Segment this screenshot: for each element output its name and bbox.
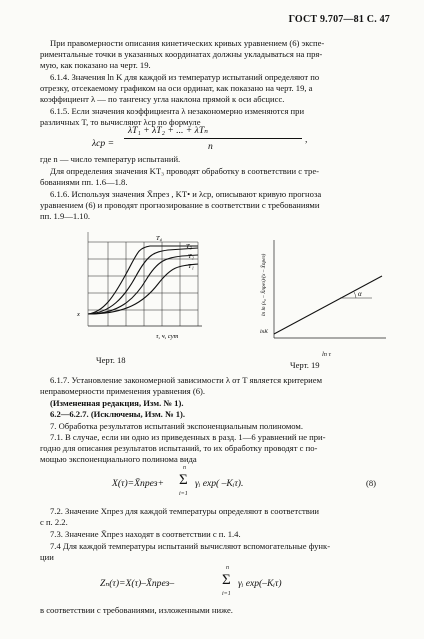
fig18-label-t2: T₂ bbox=[188, 253, 194, 260]
formula8-lhs: X(τ)=X̄през+ bbox=[112, 478, 164, 489]
p74-line2: ции bbox=[40, 552, 54, 562]
formula8-rhs: γᵢ exp( –Kᵢτ). bbox=[195, 478, 244, 489]
fraction-bar bbox=[124, 138, 302, 139]
p7-heading: 7. Обработка результатов испытаний экспоненциальным полиномом. bbox=[50, 421, 304, 431]
page-header: ГОСТ 9.707—81 С. 47 bbox=[288, 14, 390, 25]
para-kt-line2: бованиями пп. 1.6—1.8. bbox=[40, 177, 128, 187]
figure-18 bbox=[74, 226, 216, 344]
p71-line1: 7.1. В случае, если ни одно из приведенных в разд. 1—6 уравнений не при- bbox=[50, 432, 326, 442]
fig18-label-t1: T₁ bbox=[188, 263, 194, 270]
formula-z-sum-top: n bbox=[226, 565, 229, 571]
figure-19 bbox=[254, 236, 394, 348]
curve-t3 bbox=[88, 248, 198, 314]
p62-note: 6.2—6.2.7. (Исключены, Изм. № 1). bbox=[50, 409, 186, 419]
p616-line1: 6.1.6. Используя значения X̄през , KT• и λср, описывают кривую прогноза bbox=[50, 189, 322, 199]
formula-lambda-numerator: λT₁ + λT₂ + ... + λTₙ bbox=[128, 125, 209, 136]
p71-line2: годно для описания результатов испытаний, то их обработку проводят с по- bbox=[40, 443, 318, 453]
p71-line3: мощью экспоненциального полинома вида bbox=[40, 454, 197, 464]
formula-z-rhs: γᵢ exp(–Kᵢτ) bbox=[238, 578, 282, 589]
p617-line2: неправомерности применения уравнения (6). bbox=[40, 386, 206, 396]
p616-line3: пп. 1.9—1.10. bbox=[40, 211, 91, 221]
where-n: где n — число температур испытаний. bbox=[40, 154, 181, 164]
edit-note: (Измененная редакция, Изм. № 1). bbox=[50, 398, 184, 408]
fig18-xlabel: τ, ч, сут bbox=[156, 333, 179, 340]
para-kt-line1: Для определения значения KT₃ проводят обработку в соответствии с тре- bbox=[50, 166, 320, 176]
p614-line1: 6.1.4. Значения ln K для каждой из температур испытаний определяют по bbox=[50, 72, 320, 82]
p72-line2: с п. 2.2. bbox=[40, 517, 68, 527]
formula-z-lhs: Zₙ(τ)=X(τ)–X̄през– bbox=[100, 578, 175, 589]
formula-z-sigma: Σ bbox=[222, 572, 231, 588]
fig18-ylabel: x bbox=[77, 311, 80, 318]
p74-line1: 7.4 Для каждой температуры испытаний вычисляют вспомогательные функ- bbox=[50, 541, 331, 551]
fig19-angle-label: α bbox=[358, 290, 362, 298]
p614-line3: коэффициент λ — по тангенсу угла наклона прямой к оси абсцисс. bbox=[40, 94, 285, 104]
para1-line2: риментальные точки в указанных координатах должны укладываться на пря- bbox=[40, 49, 323, 59]
p615-line2: различных T, то вычисляют λср по формуле bbox=[40, 117, 201, 127]
p73: 7.3. Значение X̄през находят в соответствии с п. 1.4. bbox=[50, 529, 241, 539]
formula8-sum-bottom: i=1 bbox=[179, 491, 188, 497]
formula-z-sum-bottom: i=1 bbox=[222, 591, 231, 597]
para1-line1: При правомерности описания кинетических кривых уравнением (6) экспе- bbox=[50, 38, 325, 48]
p617-line1: 6.1.7. Установление закономерной зависимости λ от T является критерием bbox=[50, 375, 323, 385]
curve-t1 bbox=[88, 264, 198, 314]
formula8-number: (8) bbox=[366, 478, 377, 488]
fig18-caption: Черт. 18 bbox=[96, 355, 126, 365]
fig18-label-t4: T₄ bbox=[156, 235, 162, 242]
fig19-line bbox=[274, 276, 382, 334]
fig19-angle-arc bbox=[354, 292, 356, 298]
para1-line3: мую, как показано на черт. 19. bbox=[40, 60, 151, 70]
formula-lambda-lhs: λср = bbox=[92, 138, 115, 149]
fig18-curves bbox=[88, 246, 198, 314]
p72-line1: 7.2. Значение Xпрез для каждой температуры определяют в соответствии bbox=[50, 506, 320, 516]
final-line: в соответствии с требованиями, изложенными ниже. bbox=[40, 605, 233, 615]
fig19-caption: Черт. 19 bbox=[290, 360, 320, 370]
p614-line2: отрезку, отсекаемому графиком на оси ординат, как показано на черт. 19, а bbox=[40, 83, 313, 93]
p616-line2: уравнением (6) и проводят прогнозирование в соответствии с требованиями bbox=[40, 200, 320, 210]
formula8-sum-top: n bbox=[183, 465, 186, 471]
fig19-xlabel: ln τ bbox=[322, 351, 332, 358]
formula-lambda-denominator: n bbox=[208, 141, 213, 152]
fig18-label-t3: T₃ bbox=[186, 243, 192, 250]
formula-lambda-tail: , bbox=[305, 134, 308, 145]
fig19-intercept-label: lnK bbox=[260, 329, 268, 335]
formula8-sigma: Σ bbox=[179, 472, 188, 488]
p615-line1: 6.1.5. Если значения коэффициента λ незакономерно изменяются при bbox=[50, 106, 305, 116]
fig19-ylabel: ln ln (x₀ – X̄през)/(x – X̄през) bbox=[261, 253, 267, 316]
